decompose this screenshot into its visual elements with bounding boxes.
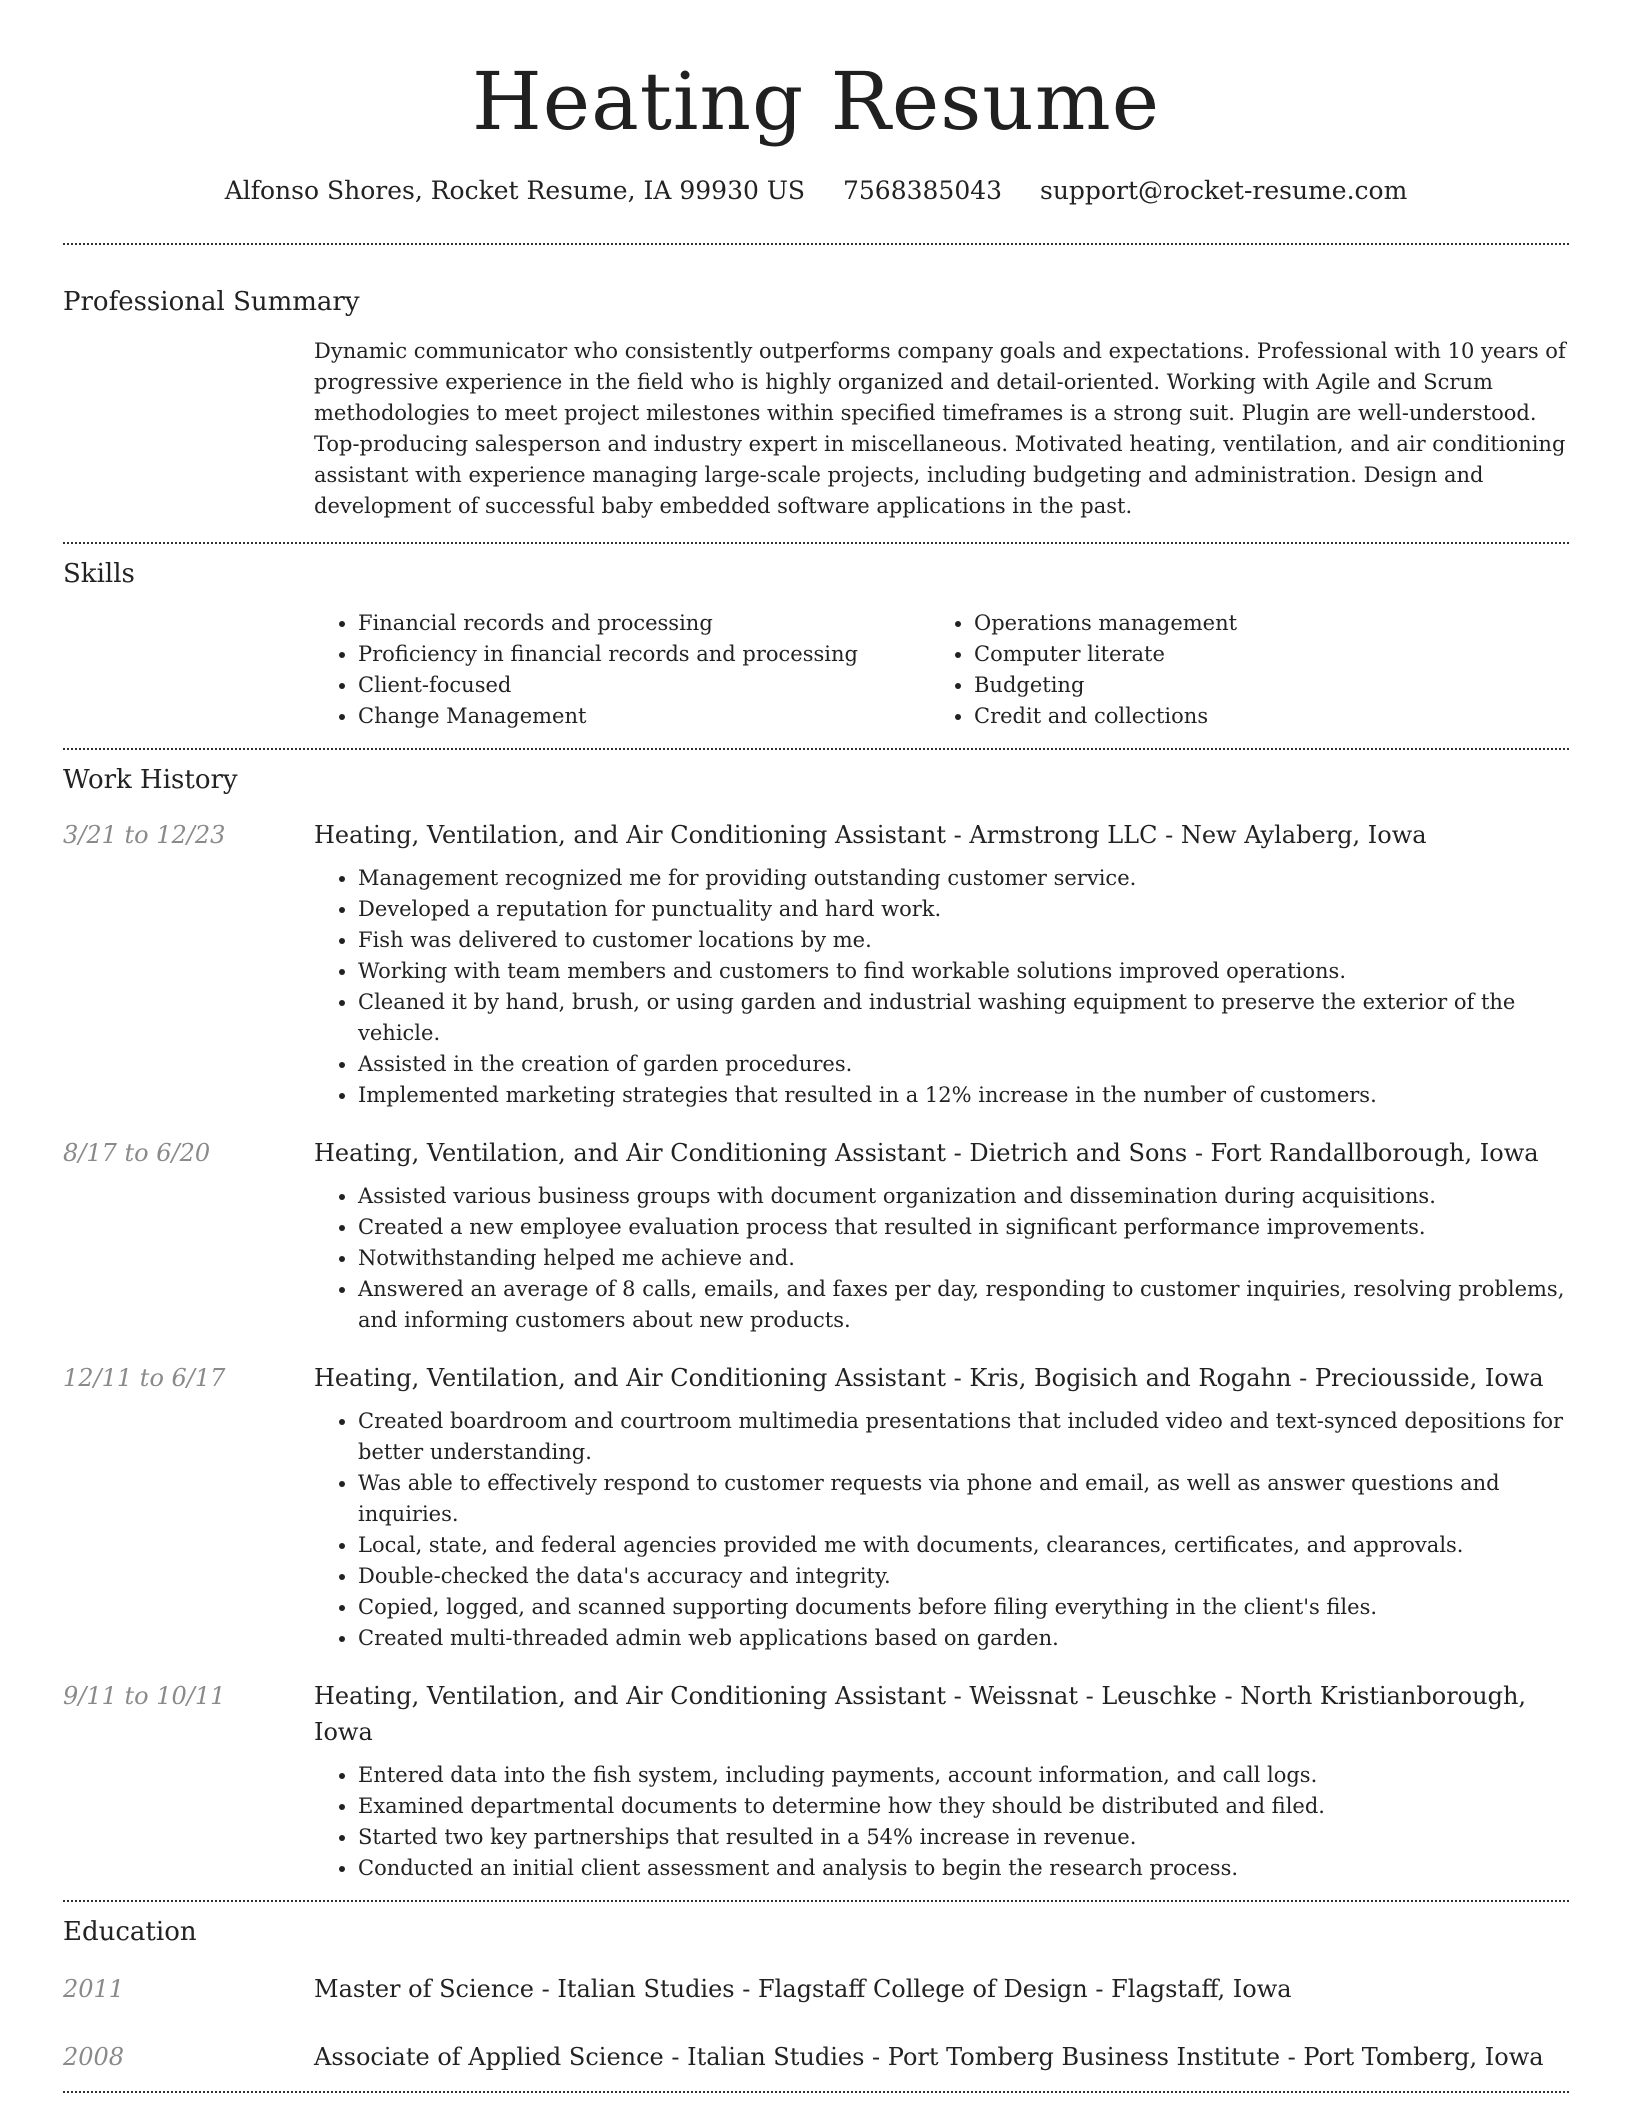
job-bullets xyxy=(314,1760,1569,1884)
contact-line xyxy=(63,174,1569,208)
job-entry xyxy=(63,1135,1569,1336)
skills-section xyxy=(63,557,1569,732)
skill-item: • Computer literate xyxy=(974,639,1569,670)
job-bullets xyxy=(314,1181,1569,1336)
divider xyxy=(63,2091,1569,2093)
job-main xyxy=(314,1360,1569,1654)
job-date: 9/11 to 10/11 xyxy=(63,1682,226,1710)
contact-phone: 7568385043 xyxy=(842,176,1003,205)
job-date: 8/17 to 6/20 xyxy=(63,1139,211,1167)
contact-address: Alfonso Shores, Rocket Resume, IA 99930 US xyxy=(224,176,806,205)
job-bullet: • Created multi-threaded admin web applications based on garden. xyxy=(358,1623,1569,1654)
job-bullet: • Copied, logged, and scanned supporting documents before filing everything in the client's files. xyxy=(358,1592,1569,1623)
job-bullet: • Fish was delivered to customer locations by me. xyxy=(358,925,1569,956)
skill-item: • Client-focused xyxy=(358,670,930,701)
skill-item: • Operations management xyxy=(974,608,1569,639)
education-degree: Associate of Applied Science - Italian Studies - Port Tomberg Business Institute - Port Tomberg, Iowa xyxy=(314,2043,1544,2071)
divider xyxy=(63,243,1569,245)
job-bullet: • Working with team members and customers to find workable solutions improved operations. xyxy=(358,956,1569,987)
job-title: Heating, Ventilation, and Air Conditioning Assistant - Dietrich and Sons - Fort Randallborough, Iowa xyxy=(314,1139,1539,1167)
job-bullet: • Entered data into the fish system, including payments, account information, and call logs. xyxy=(358,1760,1569,1791)
education-section xyxy=(63,1915,1569,2075)
job-title: Heating, Ventilation, and Air Conditioning Assistant - Weissnat - Leuschke - North Kristianborough, Iowa xyxy=(314,1682,1527,1746)
skill-item: • Change Management xyxy=(358,701,930,732)
job-bullet: • Developed a reputation for punctuality and hard work. xyxy=(358,894,1569,925)
job-entry xyxy=(63,1678,1569,1884)
divider xyxy=(63,542,1569,544)
summary-heading: Professional Summary xyxy=(63,287,360,317)
skills-list-left xyxy=(314,608,930,732)
job-date: 12/11 to 6/17 xyxy=(63,1364,226,1392)
education-entry xyxy=(63,1971,1569,2007)
divider xyxy=(63,748,1569,750)
job-bullet: • Double-checked the data's accuracy and integrity. xyxy=(358,1561,1569,1592)
contact-email: support@rocket-resume.com xyxy=(1040,176,1408,205)
job-main xyxy=(314,1135,1569,1336)
job-bullet: • Assisted various business groups with document organization and dissemination during acquisitions. xyxy=(358,1181,1569,1212)
skill-item: • Financial records and processing xyxy=(358,608,930,639)
job-bullet: • Answered an average of 8 calls, emails, and faxes per day, responding to customer inquiries, resolving problems, and informing customers about new products. xyxy=(358,1274,1569,1336)
job-main xyxy=(314,1678,1569,1884)
summary-body xyxy=(314,336,1569,522)
job-bullet: • Cleaned it by hand, brush, or using garden and industrial washing equipment to preserve the exterior of the vehicle. xyxy=(358,987,1569,1049)
job-title: Heating, Ventilation, and Air Conditioning Assistant - Armstrong LLC - New Aylaberg, Iowa xyxy=(314,821,1427,849)
job-bullet: • Conducted an initial client assessment and analysis to begin the research process. xyxy=(358,1853,1569,1884)
skill-item: • Credit and collections xyxy=(974,701,1569,732)
work-section xyxy=(63,763,1569,1884)
job-entry xyxy=(63,817,1569,1111)
job-bullet: • Was able to effectively respond to customer requests via phone and email, as well as answer questions and inquiries. xyxy=(358,1468,1569,1530)
resume-title: Heating Resume xyxy=(471,55,1161,148)
job-bullet: • Notwithstanding helped me achieve and. xyxy=(358,1243,1569,1274)
job-main xyxy=(314,817,1569,1111)
skills-grid xyxy=(314,608,1569,732)
skills-heading: Skills xyxy=(63,559,135,589)
summary-section xyxy=(63,285,1569,522)
skill-item: • Budgeting xyxy=(974,670,1569,701)
education-degree: Master of Science - Italian Studies - Flagstaff College of Design - Flagstaff, Iowa xyxy=(314,1975,1292,2003)
job-bullet: • Examined departmental documents to determine how they should be distributed and filed. xyxy=(358,1791,1569,1822)
job-bullet: • Created boardroom and courtroom multimedia presentations that included video and text-synced depositions for better understanding. xyxy=(358,1406,1569,1468)
education-date: 2008 xyxy=(63,2043,125,2071)
job-bullet: • Started two key partnerships that resulted in a 54% increase in revenue. xyxy=(358,1822,1569,1853)
job-bullet: • Assisted in the creation of garden procedures. xyxy=(358,1049,1569,1080)
education-date: 2011 xyxy=(63,1975,125,2003)
job-bullets xyxy=(314,863,1569,1111)
job-bullet: • Local, state, and federal agencies provided me with documents, clearances, certificates, and approvals. xyxy=(358,1530,1569,1561)
education-heading: Education xyxy=(63,1917,197,1947)
job-bullets xyxy=(314,1406,1569,1654)
education-entry xyxy=(63,2039,1569,2075)
skill-item: • Proficiency in financial records and processing xyxy=(358,639,930,670)
job-title: Heating, Ventilation, and Air Conditioning Assistant - Kris, Bogisich and Rogahn - Preciousside, Iowa xyxy=(314,1364,1544,1392)
divider xyxy=(63,1900,1569,1902)
job-bullet: • Created a new employee evaluation process that resulted in significant performance improvements. xyxy=(358,1212,1569,1243)
job-entry xyxy=(63,1360,1569,1654)
summary-text: Dynamic communicator who consistently outperforms company goals and expectations. Professional with 10 years of progressive experience in the field who is highly organized and detail-oriented. Working with Agile and Scrum methodologies to meet project milestones within specified timeframes is a strong suit. Plugin are well-understood. Top-producing salesperson and industry expert in miscellaneous. Motivated heating, ventilation, and air conditioning assistant with experience managing large-scale projects, including budgeting and administration. Design and development of successful baby embedded software applications in the past. xyxy=(314,339,1566,518)
skills-list-right xyxy=(930,608,1569,732)
job-date: 3/21 to 12/23 xyxy=(63,821,226,849)
work-heading: Work History xyxy=(63,765,238,795)
job-bullet: • Implemented marketing strategies that resulted in a 12% increase in the number of customers. xyxy=(358,1080,1569,1111)
job-bullet: • Management recognized me for providing outstanding customer service. xyxy=(358,863,1569,894)
